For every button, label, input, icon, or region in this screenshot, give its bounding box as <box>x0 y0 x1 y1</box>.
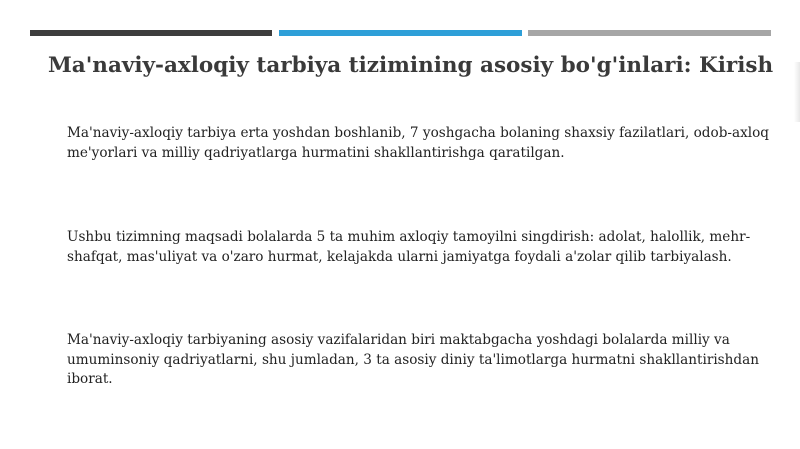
paragraph-intro: Ma'naviy-axloqiy tarbiya erta yoshdan boshlanib, 7 yoshgacha bolaning shaxsiy fazilatlari, odob-axloq me'yorlari va milliy qadriyatlarga hurmatini shakllantirishga qaratilgan. <box>67 125 769 161</box>
accent-bar-blue <box>279 30 522 36</box>
accent-bar-dark <box>30 30 272 36</box>
paragraph-task: Ma'naviy-axloqiy tarbiyaning asosiy vazifalaridan biri maktabgacha yoshdagi bolalarda milliy va umuminsoniy qadriyatlarni, shu jumladan, 3 ta asosiy diniy ta'limotlarga hurmatni shakllantirishdan iborat. <box>67 332 759 387</box>
slide-title: Ma'naviy-axloqiy tarbiya tizimining asosiy bo'g'inlari: Kirish <box>48 53 774 78</box>
paragraph-goal: Ushbu tizimning maqsadi bolalarda 5 ta muhim axloqiy tamoyilni singdirish: adolat, halollik, mehr-shafqat, mas'uliyat va o'zaro hurmat, kelajakda ularni jamiyatga foydali a'zolar qilib tarbiyalash. <box>67 229 751 265</box>
accent-bar-gray <box>528 30 771 36</box>
